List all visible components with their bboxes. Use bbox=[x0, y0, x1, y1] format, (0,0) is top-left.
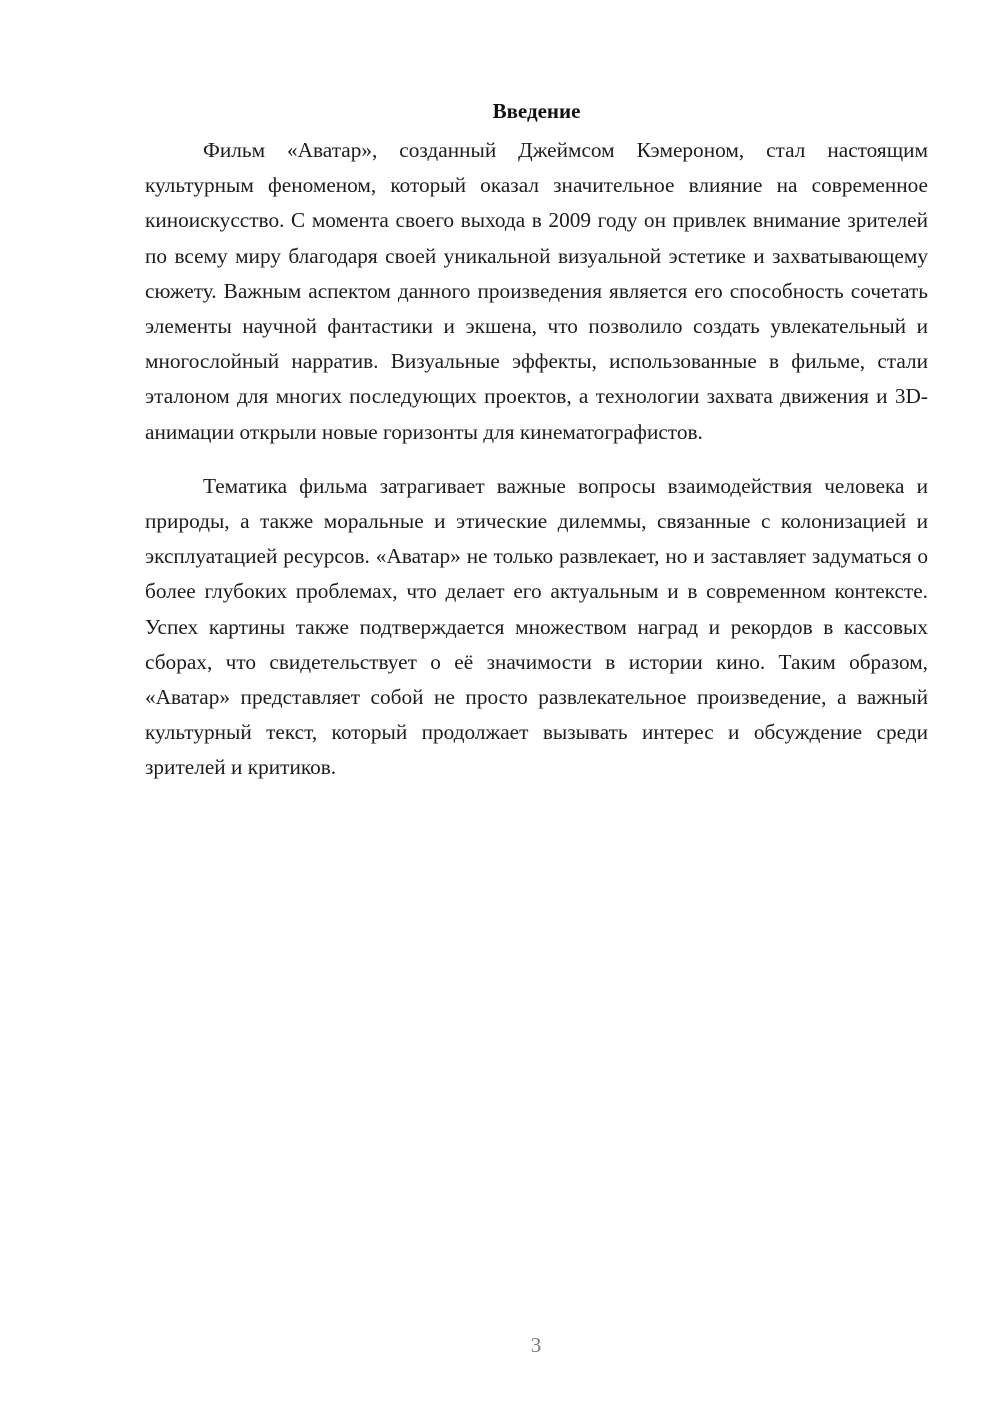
paragraph-themes: Тематика фильма затрагивает важные вопросы взаимодействия человека и природы, а также моральные и этические дилеммы, связанные с колонизацией и эксплуатацией ресурсов. «Аватар» не только развлекает, но и заставляет задуматься о более глубоких проблемах, что делает его актуальным и в современном контексте. Успех картины также подтверждается множеством наград и рекордов в кассовых сборах, что свидетельствует о её значимости в истории кино. Таким образом, «Аватар» представляет собой не просто развлекательное произведение, а важный культурный текст, который продолжает вызывать интерес и обсуждение среди зрителей и критиков. bbox=[145, 473, 928, 780]
page-content bbox=[145, 96, 928, 786]
section-heading: Введение bbox=[492, 99, 581, 123]
paragraph-intro: Фильм «Аватар», созданный Джеймсом Кэмероном, стал настоящим культурным феноменом, который оказал значительное влияние на современное киноискусство. С момента своего выхода в 2009 году он привлек внимание зрителей по всему миру благодаря своей уникальной визуальной эстетике и захватывающему сюжету. Важным аспектом данного произведения является его способность сочетать элементы научной фантастики и экшена, что позволило создать увлекательный и многослойный нарратив. Визуальные эффекты, использованные в фильме, стали эталоном для многих последующих проектов, а технологии захвата движения и 3D-анимации открыли новые горизонты для кинематографистов. bbox=[145, 138, 928, 444]
page-number: 3 bbox=[530, 1333, 542, 1357]
